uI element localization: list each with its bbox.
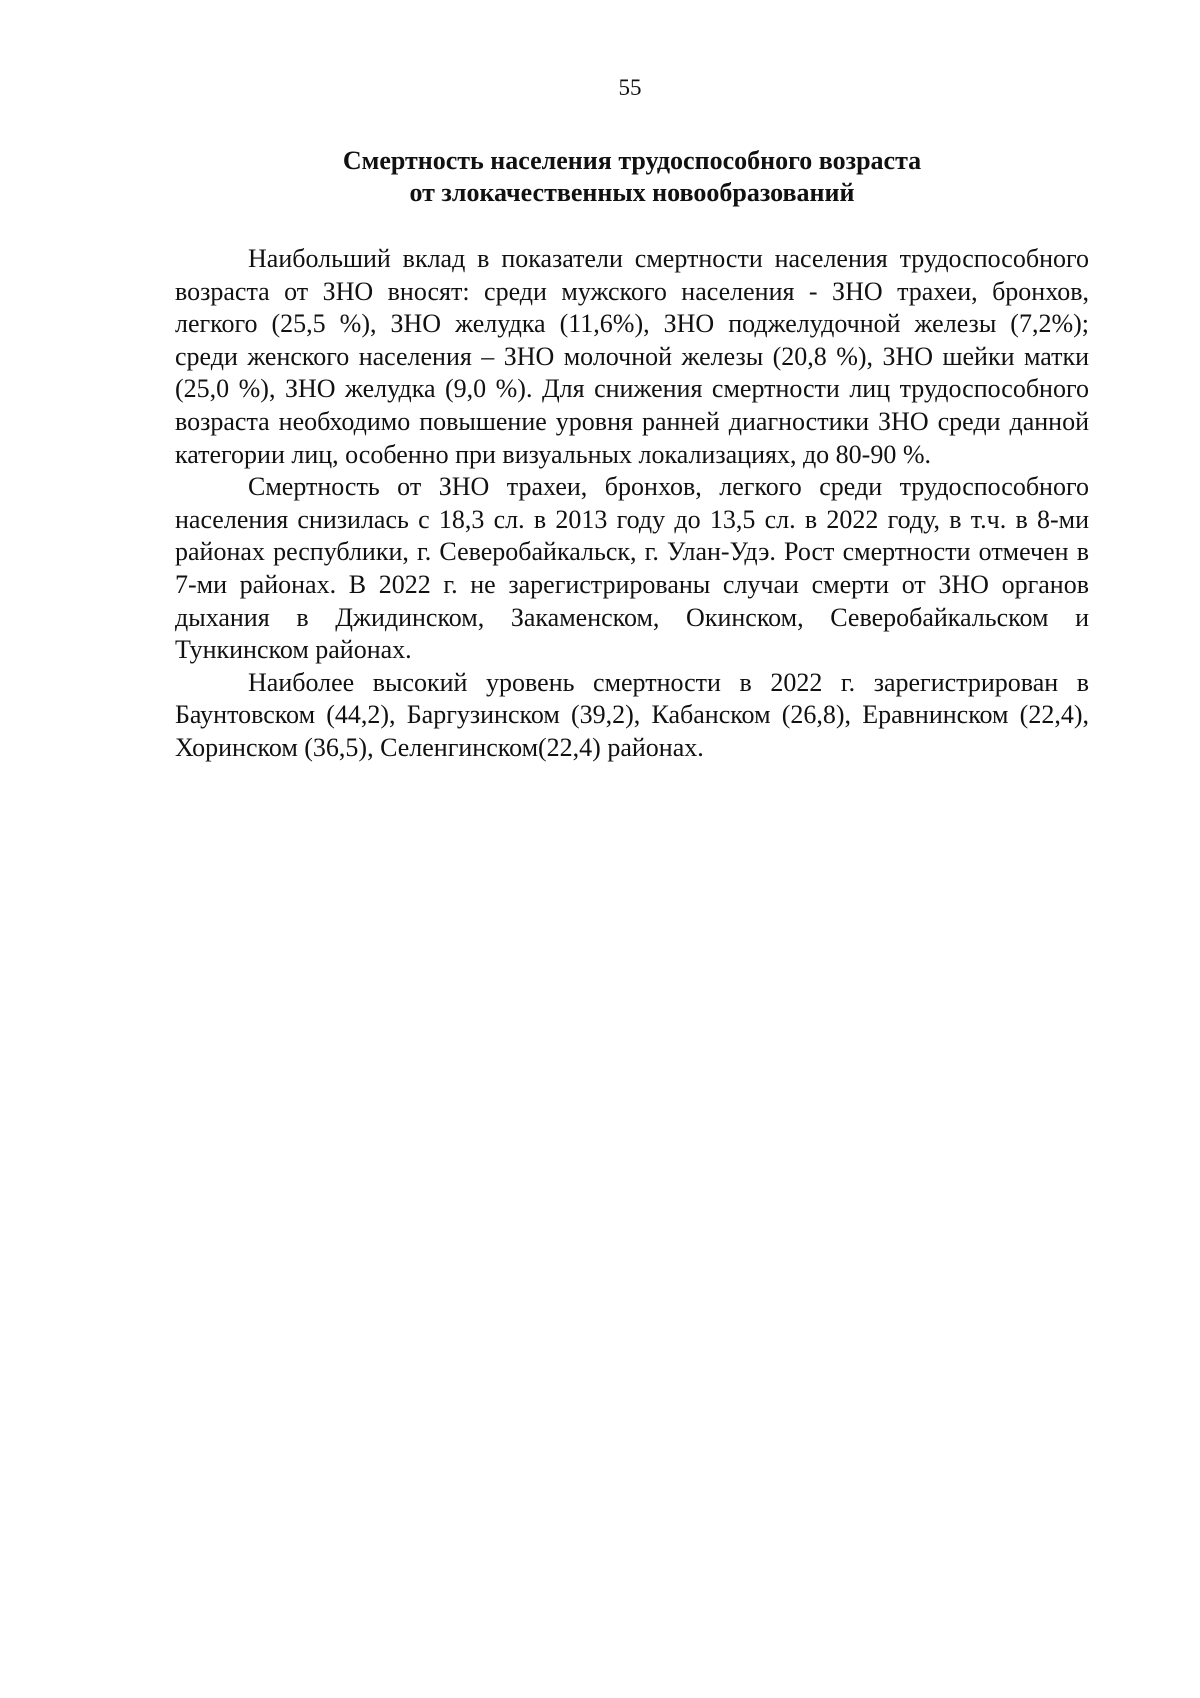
paragraph-3: Наиболее высокий уровень смертности в 2022 г. зарегистрирован в Баунтовском (44,2), Баргузинском (39,2), Кабанском (26,8), Еравнинском (22,4), Хоринском (36,5), Селенгинском(22,4) районах. [175, 667, 1089, 762]
section-title-line-1: Смертность населения трудоспособного возраста [342, 146, 922, 175]
paragraph-2: Смертность от ЗНО трахеи, бронхов, легкого среди трудоспособного населения снизилась с 18,3 сл. в 2013 году до 13,5 сл. в 2022 году, в т.ч. в 8-ми районах республики, г. Северобайкальск, г. Улан-Удэ. Рост смертности отмечен в 7-ми районах. В 2022 г. не зарегистрированы случаи смерти от ЗНО органов дыхания в Джидинском, Закаменском, Окинском, Северобайкальском и Тункинском районах. [175, 472, 1089, 665]
body-text [175, 243, 1089, 765]
paragraph-1: Наибольший вклад в показатели смертности населения трудоспособного возраста от ЗНО вносят: среди мужского населения - ЗНО трахеи, бронхов, легкого (25,5 %), ЗНО желудка (11,6%), ЗНО поджелудочной железы (7,2%); среди женского населения – ЗНО молочной железы (20,8 %), ЗНО шейки матки (25,0 %), ЗНО желудка (9,0 %). Для снижения смертности лиц трудоспособного возраста необходимо повышение уровня ранней диагностики ЗНО среди данной категории лиц, особенно при визуальных локализациях, до 80-90 %. [175, 244, 1089, 469]
section-title [175, 145, 1089, 209]
section-title-line-2: от злокачественных новообразований [409, 178, 855, 207]
page-number: 55 [618, 75, 642, 100]
